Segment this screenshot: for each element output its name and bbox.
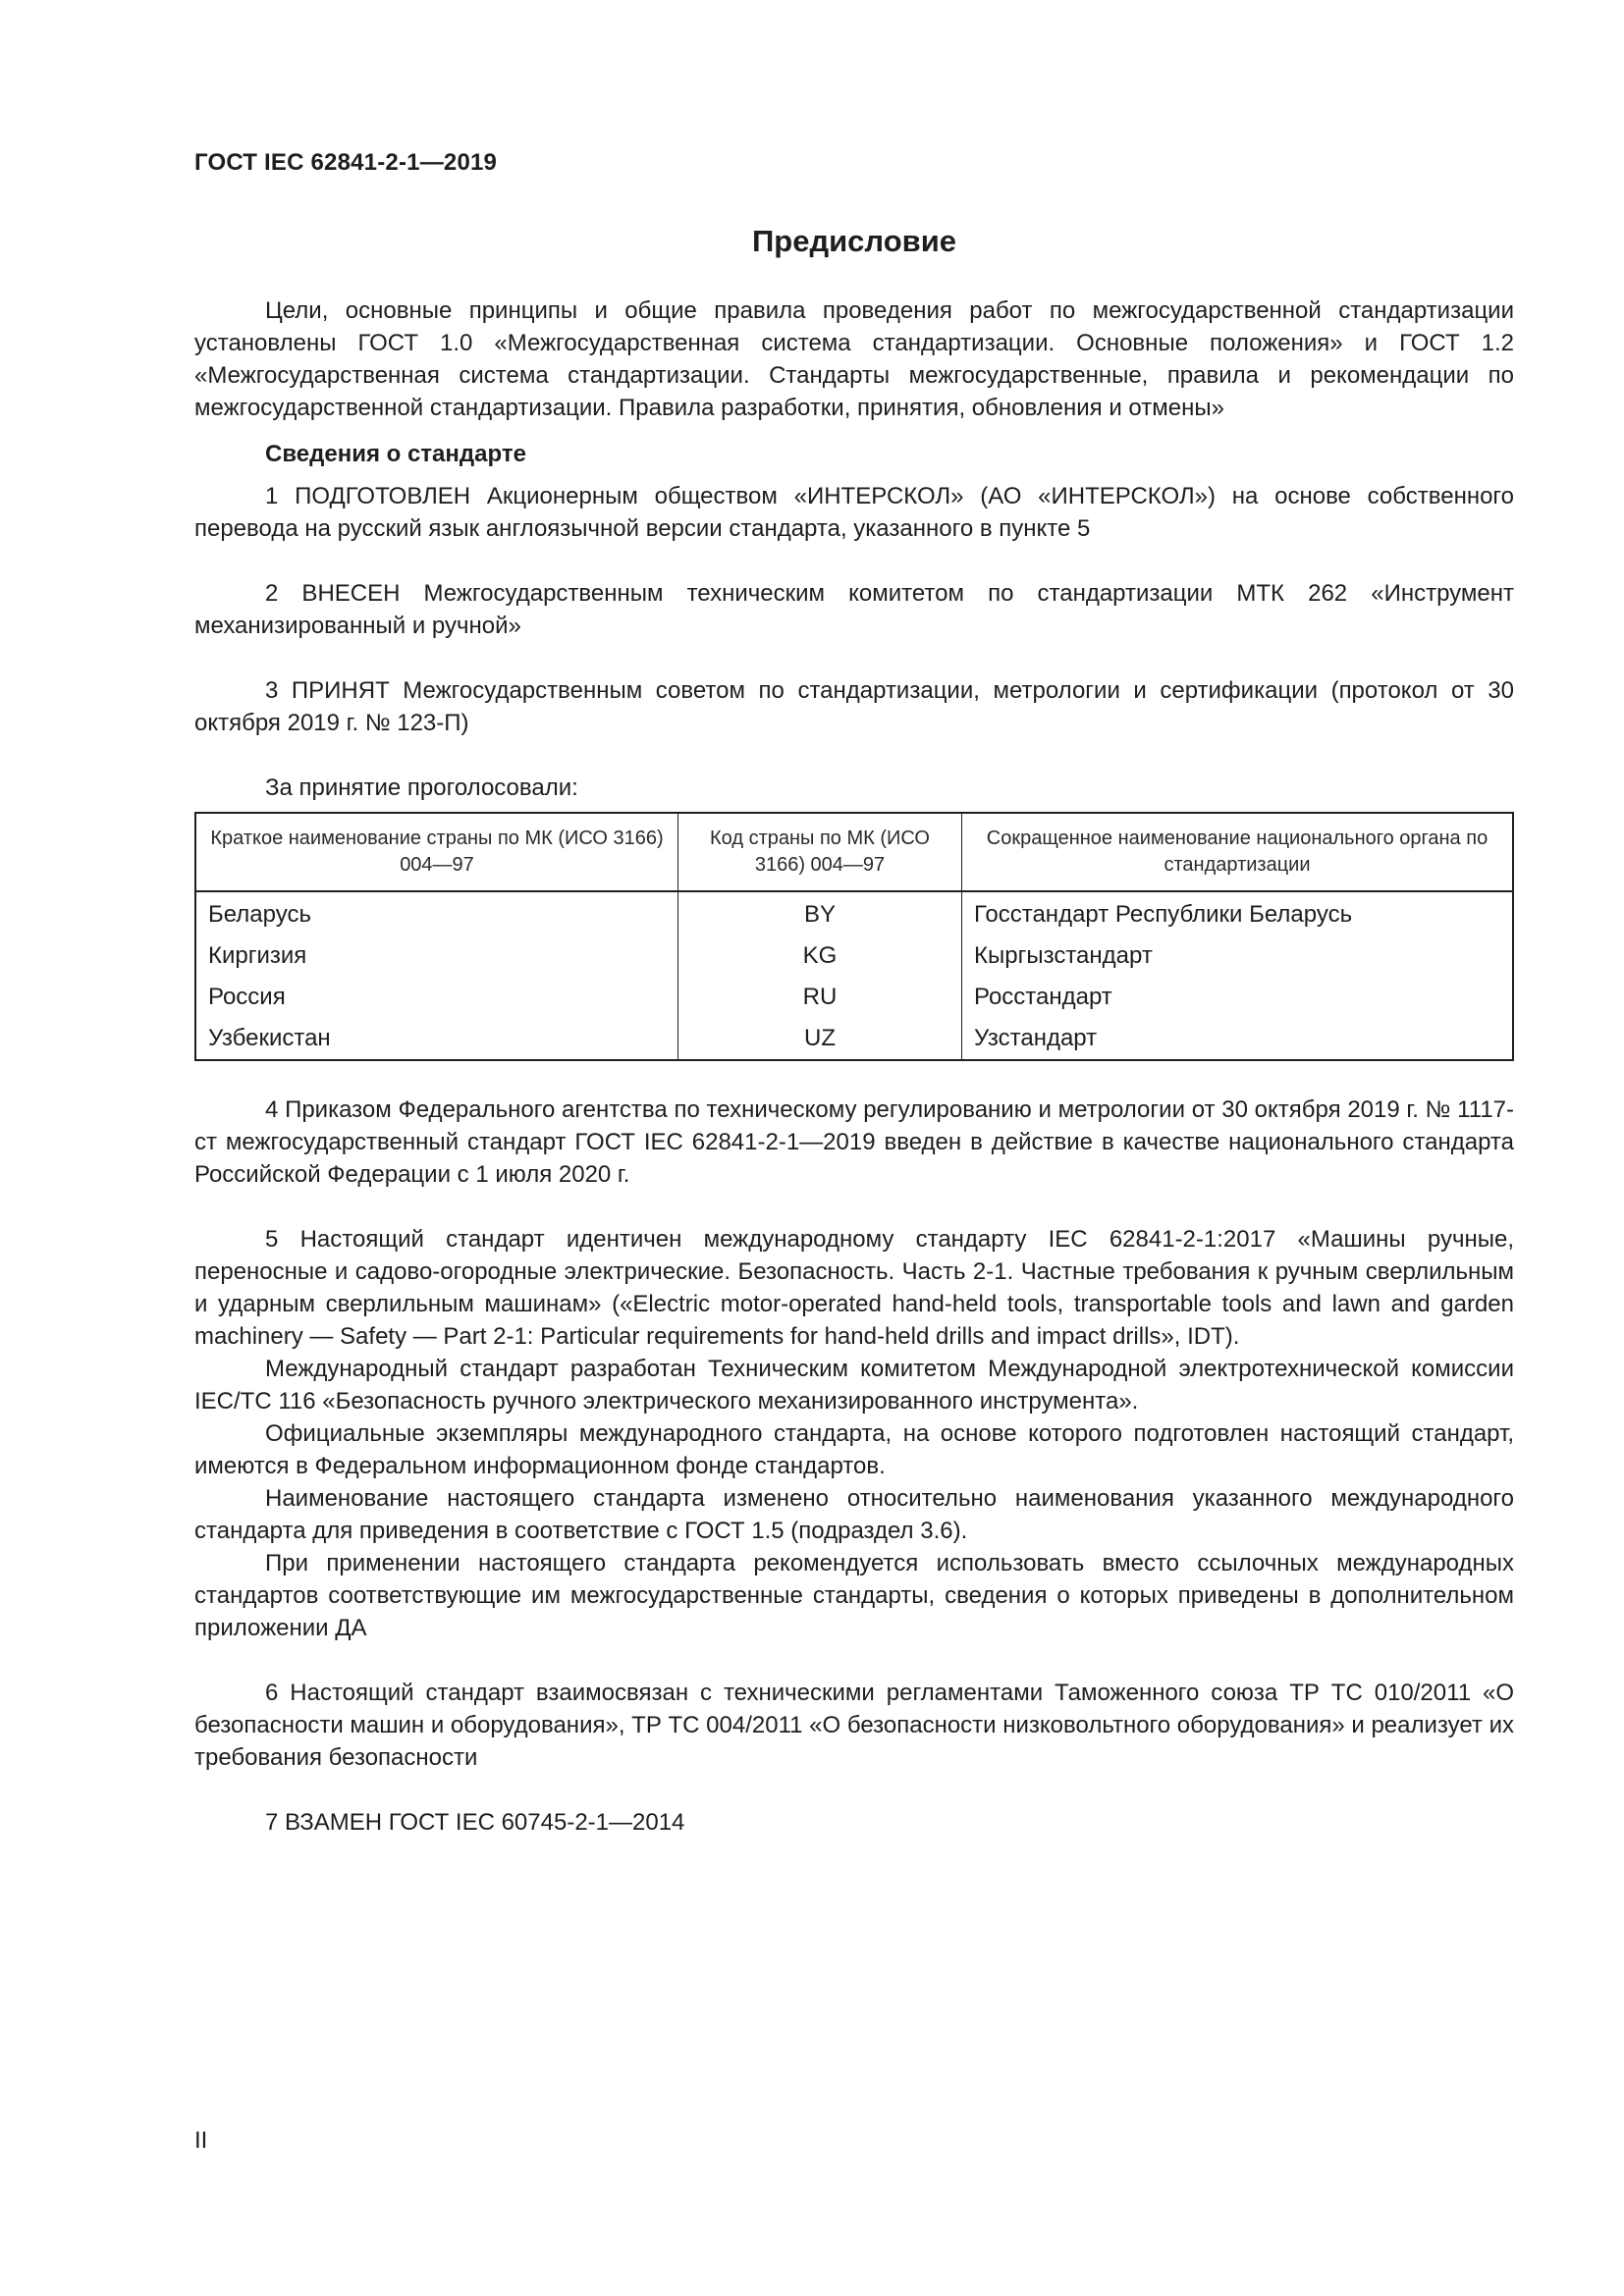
info-heading: Сведения о стандарте [265,441,526,467]
item-4-order: 4 Приказом Федерального агентства по техническому регулированию и метрологии от 30 октября 2019 г. № 1117-ст межгосударственный стандарт ГОСТ IEC 62841-2-1—2019 введен в действие в качестве национального стандарта Российской Федерации с 1 июля 2020 г. [194,1096,1514,1188]
item-1-prepared: 1 ПОДГОТОВЛЕН Акционерным обществом «ИНТЕРСКОЛ» (АО «ИНТЕРСКОЛ») на основе собственного перевода на русский язык англоязычной версии стандарта, указанного в пункте 5 [194,483,1514,542]
item-6-regulations: 6 Настоящий стандарт взаимосвязан с техническими регламентами Таможенного союза ТР ТС 010/2011 «О безопасности машин и оборудования», ТР ТС 004/2011 «О безопасности низковольтного оборудования» и реализует их требования безопасности [194,1680,1514,1771]
foreword-section [194,222,1514,1839]
standards-body: Госстандарт Республики Беларусь [962,891,1514,935]
standards-body: Узстандарт [962,1018,1514,1060]
vote-label: За принятие проголосовали: [265,774,578,801]
page-number: II [194,2127,208,2154]
item-3-adopted: 3 ПРИНЯТ Межгосударственным советом по стандартизации, метрологии и сертификации (протокол от 30 октября 2019 г. № 123-П) [194,677,1514,736]
item-5-references: При применении настоящего стандарта рекомендуется использовать вместо ссылочных международных стандартов соответствующие им межгосударственные стандарты, сведения о которых приведены в дополнительном приложении ДА [194,1550,1514,1641]
country-code: UZ [678,1018,962,1060]
item-2-introduced: 2 ВНЕСЕН Межгосударственным техническим комитетом по стандартизации МТК 262 «Инструмент механизированный и ручной» [194,580,1514,639]
column-header-code: Код страны по МК (ИСО 3166) 004—97 [678,813,962,891]
country-name: Россия [195,977,678,1018]
column-header-body: Сокращенное наименование национального органа по стандартизации [962,813,1514,891]
intro-paragraph: Цели, основные принципы и общие правила проведения работ по межгосударственной стандартизации установлены ГОСТ 1.0 «Межгосударственная система стандартизации. Основные положения» и ГОСТ 1.2 «Межгосударственная система стандартизации. Стандарты межгосударственные, правила и рекомендации по межгосударственной стандартизации. Правила разработки, принятия, обновления и отмены» [194,297,1514,421]
country-code: BY [678,891,962,935]
table-row [195,935,1513,977]
item-5-identical: 5 Настоящий стандарт идентичен международному стандарту IEC 62841-2-1:2017 «Машины ручные, переносные и садово-огородные электрические. Безопасность. Часть 2-1. Частные требования к ручным сверлильным и ударным сверлильным машинам» («Electric motor-operated hand-held tools, transportable tools and lawn and garden machinery — Safety — Part 2-1: Particular requirements for hand-held drills and impact drills», IDT). [194,1226,1514,1350]
column-header-country: Краткое наименование страны по МК (ИСО 3166) 004—97 [195,813,678,891]
table-row [195,977,1513,1018]
country-code: KG [678,935,962,977]
item-5-name-change: Наименование настоящего стандарта изменено относительно наименования указанного международного стандарта для приведения в соответствие с ГОСТ 1.5 (подраздел 3.6). [194,1485,1514,1544]
table-row [195,1018,1513,1060]
item-5-official-copies: Официальные экземпляры международного стандарта, на основе которого подготовлен настоящий стандарт, имеются в Федеральном информационном фонде стандартов. [194,1420,1514,1479]
table-header-row [195,813,1513,891]
country-name: Узбекистан [195,1018,678,1060]
document-id-header: ГОСТ IEC 62841-2-1—2019 [194,149,498,176]
standards-body: Кыргызстандарт [962,935,1514,977]
page-title: Предисловие [751,224,956,258]
item-5-developer: Международный стандарт разработан Техническим комитетом Международной электротехнической комиссии IEC/TC 116 «Безопасность ручного электрического механизированного инструмента». [194,1356,1514,1415]
country-code: RU [678,977,962,1018]
item-7-replaces: 7 ВЗАМЕН ГОСТ IEC 60745-2-1—2014 [265,1809,685,1836]
country-name: Киргизия [195,935,678,977]
voting-countries-table [194,812,1514,1061]
country-name: Беларусь [195,891,678,935]
standards-body: Росстандарт [962,977,1514,1018]
table-row [195,891,1513,935]
